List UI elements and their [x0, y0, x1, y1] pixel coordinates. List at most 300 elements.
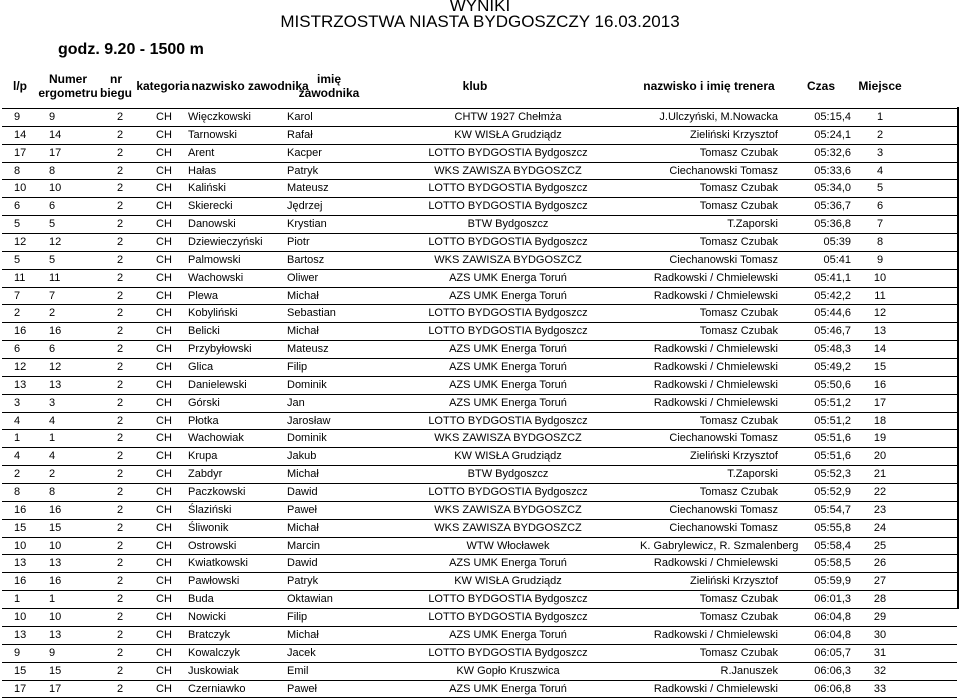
- cell-place: 29: [863, 609, 897, 627]
- cell-time: 05:36,7: [776, 198, 851, 216]
- cell-ergometer: 2: [49, 466, 55, 484]
- cell-first-name: Karol: [287, 109, 313, 127]
- cell-category: CH: [156, 145, 172, 163]
- cell-category: CH: [156, 538, 172, 556]
- cell-time: 06:05,7: [776, 645, 851, 663]
- cell-first-name: Patryk: [287, 573, 318, 591]
- cell-lp: 16: [14, 573, 26, 591]
- cell-ergometer: 6: [49, 341, 55, 359]
- cell-first-name: Oktawian: [287, 591, 333, 609]
- cell-club: WKS ZAWISZA BYDGOSZCZ: [370, 430, 646, 448]
- cell-club: LOTTO BYDGOSTIA Bydgoszcz: [370, 591, 646, 609]
- cell-club: LOTTO BYDGOSTIA Bydgoszcz: [370, 234, 646, 252]
- cell-place: 17: [863, 395, 897, 413]
- cell-time: 05:46,7: [776, 323, 851, 341]
- cell-club: WKS ZAWISZA BYDGOSZCZ: [370, 520, 646, 538]
- cell-lp: 6: [14, 198, 20, 216]
- cell-category: CH: [156, 591, 172, 609]
- cell-place: 11: [863, 288, 897, 306]
- col-header-time: Czas: [796, 66, 846, 106]
- cell-time: 06:01,3: [776, 591, 851, 609]
- cell-ergometer: 8: [49, 163, 55, 181]
- cell-club: LOTTO BYDGOSTIA Bydgoszcz: [370, 198, 646, 216]
- cell-lp: 6: [14, 341, 20, 359]
- cell-time: 05:34,0: [776, 180, 851, 198]
- cell-place: 1: [863, 109, 897, 127]
- cell-lp: 11: [14, 270, 25, 288]
- cell-category: CH: [156, 163, 172, 181]
- cell-surname: Ślaziński: [188, 502, 231, 520]
- col-header-category: kategoria: [135, 66, 191, 106]
- cell-surname: Danowski: [188, 216, 236, 234]
- session-time: godz. 9.20 - 1500 m: [58, 41, 204, 59]
- table-row: [0, 502, 960, 520]
- cell-first-name: Rafał: [287, 127, 313, 145]
- cell-lp: 8: [14, 163, 20, 181]
- cell-ergometer: 10: [49, 609, 61, 627]
- cell-race-no: 2: [117, 270, 123, 288]
- cell-ergometer: 5: [49, 216, 55, 234]
- cell-ergometer: 10: [49, 180, 61, 198]
- cell-place: 6: [863, 198, 897, 216]
- cell-club: CHTW 1927 Chełmża: [370, 109, 646, 127]
- cell-coach: Tomasz Czubak: [640, 484, 778, 502]
- cell-first-name: Paweł: [287, 502, 317, 520]
- cell-surname: Pawłowski: [188, 573, 239, 591]
- col-header-place: Miejsce: [852, 66, 908, 106]
- cell-category: CH: [156, 502, 172, 520]
- cell-lp: 15: [14, 520, 26, 538]
- table-row: [0, 305, 960, 323]
- cell-first-name: Piotr: [287, 234, 310, 252]
- table-row: [0, 109, 960, 127]
- cell-time: 05:49,2: [776, 359, 851, 377]
- cell-surname: Bratczyk: [188, 627, 230, 645]
- cell-ergometer: 5: [49, 252, 55, 270]
- cell-place: 19: [863, 430, 897, 448]
- table-row: [0, 448, 960, 466]
- cell-category: CH: [156, 377, 172, 395]
- cell-coach: Radkowski / Chmielewski: [640, 288, 778, 306]
- cell-first-name: Patryk: [287, 163, 318, 181]
- cell-first-name: Jarosław: [287, 413, 330, 431]
- cell-first-name: Filip: [287, 359, 307, 377]
- cell-time: 05:51,2: [776, 395, 851, 413]
- cell-race-no: 2: [117, 109, 123, 127]
- cell-time: 05:41,1: [776, 270, 851, 288]
- cell-club: WKS ZAWISZA BYDGOSZCZ: [370, 252, 646, 270]
- col-header-race-no: nr biegu: [97, 66, 135, 106]
- cell-time: 05:50,6: [776, 377, 851, 395]
- cell-place: 20: [863, 448, 897, 466]
- cell-first-name: Paweł: [287, 681, 317, 698]
- cell-first-name: Krystian: [287, 216, 327, 234]
- cell-ergometer: 10: [49, 538, 61, 556]
- cell-surname: Wachowiak: [188, 430, 244, 448]
- cell-coach: Zieliński Krzysztof: [640, 448, 778, 466]
- table-row: [0, 234, 960, 252]
- cell-place: 25: [863, 538, 897, 556]
- cell-club: LOTTO BYDGOSTIA Bydgoszcz: [370, 413, 646, 431]
- cell-race-no: 2: [117, 323, 123, 341]
- document-title: WYNIKI: [0, 0, 960, 15]
- cell-ergometer: 16: [49, 502, 61, 520]
- cell-category: CH: [156, 127, 172, 145]
- cell-club: LOTTO BYDGOSTIA Bydgoszcz: [370, 484, 646, 502]
- col-header-lp: l/p: [0, 66, 40, 106]
- cell-first-name: Kacper: [287, 145, 322, 163]
- col-header-coach: nazwisko i imię trenera: [640, 66, 778, 106]
- cell-race-no: 2: [117, 127, 123, 145]
- cell-place: 5: [863, 180, 897, 198]
- cell-place: 26: [863, 555, 897, 573]
- cell-lp: 8: [14, 484, 20, 502]
- cell-race-no: 2: [117, 681, 123, 698]
- cell-race-no: 2: [117, 663, 123, 681]
- cell-lp: 3: [14, 395, 20, 413]
- cell-race-no: 2: [117, 145, 123, 163]
- table-row: [0, 359, 960, 377]
- col-header-surname: nazwisko zawodnika: [191, 66, 309, 106]
- cell-race-no: 2: [117, 395, 123, 413]
- cell-time: 05:15,4: [776, 109, 851, 127]
- table-row: [0, 466, 960, 484]
- cell-first-name: Jakub: [287, 448, 316, 466]
- cell-club: LOTTO BYDGOSTIA Bydgoszcz: [370, 323, 646, 341]
- cell-coach: Radkowski / Chmielewski: [640, 627, 778, 645]
- table-row: [0, 270, 960, 288]
- cell-club: AZS UMK Energa Toruń: [370, 627, 646, 645]
- cell-ergometer: 13: [49, 627, 61, 645]
- table-row: [0, 681, 960, 698]
- cell-surname: Belicki: [188, 323, 220, 341]
- cell-ergometer: 1: [49, 591, 55, 609]
- cell-ergometer: 15: [49, 520, 61, 538]
- cell-race-no: 2: [117, 359, 123, 377]
- cell-first-name: Mateusz: [287, 180, 329, 198]
- cell-lp: 13: [14, 555, 26, 573]
- cell-lp: 12: [14, 234, 26, 252]
- cell-place: 10: [863, 270, 897, 288]
- cell-coach: Radkowski / Chmielewski: [640, 681, 778, 698]
- cell-race-no: 2: [117, 430, 123, 448]
- cell-time: 05:52,9: [776, 484, 851, 502]
- table-row: [0, 323, 960, 341]
- cell-time: 05:24,1: [776, 127, 851, 145]
- cell-ergometer: 9: [49, 109, 55, 127]
- cell-coach: T.Zaporski: [640, 216, 778, 234]
- cell-club: AZS UMK Energa Toruń: [370, 681, 646, 698]
- cell-club: LOTTO BYDGOSTIA Bydgoszcz: [370, 180, 646, 198]
- cell-surname: Paczkowski: [188, 484, 245, 502]
- cell-ergometer: 6: [49, 198, 55, 216]
- cell-club: LOTTO BYDGOSTIA Bydgoszcz: [370, 145, 646, 163]
- cell-lp: 17: [14, 145, 26, 163]
- cell-coach: Tomasz Czubak: [640, 645, 778, 663]
- cell-first-name: Dawid: [287, 555, 318, 573]
- table-row: [0, 645, 960, 663]
- cell-category: CH: [156, 430, 172, 448]
- cell-surname: Plewa: [188, 288, 218, 306]
- cell-time: 05:51,6: [776, 430, 851, 448]
- cell-coach: Tomasz Czubak: [640, 413, 778, 431]
- cell-category: CH: [156, 413, 172, 431]
- cell-lp: 14: [14, 127, 26, 145]
- cell-lp: 15: [14, 663, 26, 681]
- table-row: [0, 484, 960, 502]
- cell-place: 31: [863, 645, 897, 663]
- cell-category: CH: [156, 216, 172, 234]
- table-row: [0, 163, 960, 181]
- cell-club: LOTTO BYDGOSTIA Bydgoszcz: [370, 609, 646, 627]
- cell-surname: Buda: [188, 591, 214, 609]
- cell-category: CH: [156, 252, 172, 270]
- cell-place: 22: [863, 484, 897, 502]
- cell-first-name: Michał: [287, 520, 319, 538]
- cell-coach: Radkowski / Chmielewski: [640, 555, 778, 573]
- cell-category: CH: [156, 305, 172, 323]
- cell-place: 4: [863, 163, 897, 181]
- cell-category: CH: [156, 663, 172, 681]
- cell-place: 7: [863, 216, 897, 234]
- cell-coach: Tomasz Czubak: [640, 145, 778, 163]
- cell-place: 3: [863, 145, 897, 163]
- cell-category: CH: [156, 359, 172, 377]
- cell-lp: 4: [14, 448, 20, 466]
- cell-place: 12: [863, 305, 897, 323]
- cell-coach: R.Januszek: [640, 663, 778, 681]
- cell-place: 15: [863, 359, 897, 377]
- cell-place: 8: [863, 234, 897, 252]
- cell-ergometer: 8: [49, 484, 55, 502]
- cell-category: CH: [156, 573, 172, 591]
- cell-category: CH: [156, 484, 172, 502]
- cell-time: 06:04,8: [776, 627, 851, 645]
- cell-ergometer: 7: [49, 288, 55, 306]
- cell-lp: 10: [14, 180, 26, 198]
- cell-place: 32: [863, 663, 897, 681]
- cell-category: CH: [156, 288, 172, 306]
- cell-first-name: Michał: [287, 323, 319, 341]
- cell-coach: K. Gabrylewicz, R. Szmalenberg: [640, 538, 778, 556]
- cell-club: BTW Bydgoszcz: [370, 216, 646, 234]
- cell-category: CH: [156, 448, 172, 466]
- cell-race-no: 2: [117, 413, 123, 431]
- cell-time: 05:36,8: [776, 216, 851, 234]
- cell-time: 05:51,2: [776, 413, 851, 431]
- cell-coach: Ciechanowski Tomasz: [640, 430, 778, 448]
- cell-lp: 7: [14, 288, 20, 306]
- cell-race-no: 2: [117, 538, 123, 556]
- cell-surname: Glica: [188, 359, 213, 377]
- cell-club: WKS ZAWISZA BYDGOSZCZ: [370, 163, 646, 181]
- table-row: [0, 127, 960, 145]
- cell-lp: 4: [14, 413, 20, 431]
- cell-first-name: Marcin: [287, 538, 320, 556]
- cell-coach: Radkowski / Chmielewski: [640, 341, 778, 359]
- cell-surname: Górski: [188, 395, 220, 413]
- cell-coach: Tomasz Czubak: [640, 609, 778, 627]
- cell-coach: Tomasz Czubak: [640, 305, 778, 323]
- table-row: [0, 252, 960, 270]
- cell-surname: Czerniawko: [188, 681, 245, 698]
- cell-club: AZS UMK Energa Toruń: [370, 555, 646, 573]
- cell-surname: Wachowski: [188, 270, 243, 288]
- cell-race-no: 2: [117, 341, 123, 359]
- table-row: [0, 145, 960, 163]
- cell-ergometer: 15: [49, 663, 61, 681]
- cell-coach: Zieliński Krzysztof: [640, 127, 778, 145]
- cell-place: 9: [863, 252, 897, 270]
- cell-time: 05:54,7: [776, 502, 851, 520]
- table-row: [0, 538, 960, 556]
- cell-place: 14: [863, 341, 897, 359]
- cell-surname: Tarnowski: [188, 127, 237, 145]
- table-row: [0, 573, 960, 591]
- cell-category: CH: [156, 609, 172, 627]
- cell-surname: Krupa: [188, 448, 217, 466]
- cell-club: KW WISŁA Grudziądz: [370, 127, 646, 145]
- cell-coach: Radkowski / Chmielewski: [640, 377, 778, 395]
- cell-time: 06:06,3: [776, 663, 851, 681]
- table-row: [0, 180, 960, 198]
- cell-ergometer: 12: [49, 359, 61, 377]
- cell-ergometer: 16: [49, 573, 61, 591]
- cell-time: 06:04,8: [776, 609, 851, 627]
- cell-place: 33: [863, 681, 897, 698]
- cell-ergometer: 11: [49, 270, 60, 288]
- cell-race-no: 2: [117, 377, 123, 395]
- cell-place: 30: [863, 627, 897, 645]
- cell-ergometer: 17: [49, 681, 61, 698]
- cell-time: 05:58,4: [776, 538, 851, 556]
- cell-club: WTW Włocławek: [370, 538, 646, 556]
- table-row: [0, 555, 960, 573]
- cell-category: CH: [156, 323, 172, 341]
- cell-race-no: 2: [117, 288, 123, 306]
- cell-category: CH: [156, 341, 172, 359]
- cell-first-name: Jan: [287, 395, 305, 413]
- cell-coach: Ciechanowski Tomasz: [640, 252, 778, 270]
- cell-coach: Radkowski / Chmielewski: [640, 359, 778, 377]
- cell-category: CH: [156, 520, 172, 538]
- cell-category: CH: [156, 198, 172, 216]
- cell-race-no: 2: [117, 502, 123, 520]
- cell-place: 18: [863, 413, 897, 431]
- cell-lp: 13: [14, 377, 26, 395]
- cell-surname: Kowalczyk: [188, 645, 240, 663]
- cell-place: 24: [863, 520, 897, 538]
- cell-coach: Ciechanowski Tomasz: [640, 502, 778, 520]
- cell-time: 05:52,3: [776, 466, 851, 484]
- cell-club: KW WISŁA Grudziądz: [370, 448, 646, 466]
- cell-coach: Tomasz Czubak: [640, 180, 778, 198]
- cell-surname: Danielewski: [188, 377, 247, 395]
- cell-coach: Radkowski / Chmielewski: [640, 270, 778, 288]
- cell-category: CH: [156, 180, 172, 198]
- cell-surname: Więczkowski: [188, 109, 251, 127]
- table-row: [0, 395, 960, 413]
- cell-first-name: Bartosz: [287, 252, 324, 270]
- col-header-first-name: imię zawodnika: [298, 66, 360, 106]
- cell-ergometer: 17: [49, 145, 61, 163]
- table-row: [0, 663, 960, 681]
- cell-time: 05:55,8: [776, 520, 851, 538]
- cell-category: CH: [156, 645, 172, 663]
- cell-lp: 5: [14, 252, 20, 270]
- cell-time: 06:06,8: [776, 681, 851, 698]
- cell-place: 16: [863, 377, 897, 395]
- cell-lp: 1: [14, 430, 20, 448]
- cell-race-no: 2: [117, 555, 123, 573]
- cell-race-no: 2: [117, 163, 123, 181]
- cell-ergometer: 14: [49, 127, 61, 145]
- cell-place: 13: [863, 323, 897, 341]
- cell-surname: Przybyłowski: [188, 341, 252, 359]
- cell-surname: Ostrowski: [188, 538, 236, 556]
- cell-first-name: Filip: [287, 609, 307, 627]
- cell-ergometer: 3: [49, 395, 55, 413]
- table-row: [0, 413, 960, 431]
- cell-category: CH: [156, 681, 172, 698]
- cell-place: 28: [863, 591, 897, 609]
- col-header-club: klub: [430, 66, 520, 106]
- cell-ergometer: 13: [49, 555, 61, 573]
- table-row: [0, 609, 960, 627]
- cell-time: 05:48,3: [776, 341, 851, 359]
- cell-ergometer: 4: [49, 448, 55, 466]
- cell-first-name: Mateusz: [287, 341, 329, 359]
- cell-race-no: 2: [117, 252, 123, 270]
- cell-time: 05:39: [776, 234, 851, 252]
- cell-time: 05:44,6: [776, 305, 851, 323]
- cell-race-no: 2: [117, 448, 123, 466]
- cell-race-no: 2: [117, 305, 123, 323]
- cell-coach: Tomasz Czubak: [640, 323, 778, 341]
- cell-surname: Kobyliński: [188, 305, 238, 323]
- cell-club: AZS UMK Energa Toruń: [370, 288, 646, 306]
- cell-ergometer: 1: [49, 430, 55, 448]
- cell-ergometer: 16: [49, 323, 61, 341]
- cell-lp: 1: [14, 591, 20, 609]
- cell-time: 05:42,2: [776, 288, 851, 306]
- table-row: [0, 216, 960, 234]
- cell-surname: Zabdyr: [188, 466, 222, 484]
- cell-time: 05:33,6: [776, 163, 851, 181]
- cell-ergometer: 13: [49, 377, 61, 395]
- cell-lp: 16: [14, 323, 26, 341]
- col-header-ergometer: Numer ergometru: [40, 66, 96, 106]
- table-row: [0, 430, 960, 448]
- cell-time: 05:58,5: [776, 555, 851, 573]
- cell-race-no: 2: [117, 466, 123, 484]
- cell-club: BTW Bydgoszcz: [370, 466, 646, 484]
- cell-first-name: Emil: [287, 663, 308, 681]
- cell-lp: 9: [14, 645, 20, 663]
- cell-category: CH: [156, 627, 172, 645]
- cell-surname: Nowicki: [188, 609, 226, 627]
- cell-lp: 10: [14, 538, 26, 556]
- cell-surname: Kwiatkowski: [188, 555, 248, 573]
- cell-coach: T.Zaporski: [640, 466, 778, 484]
- cell-lp: 2: [14, 305, 20, 323]
- cell-club: AZS UMK Energa Toruń: [370, 341, 646, 359]
- cell-time: 05:41: [776, 252, 851, 270]
- cell-club: AZS UMK Energa Toruń: [370, 359, 646, 377]
- cell-first-name: Dominik: [287, 430, 327, 448]
- table-row: [0, 198, 960, 216]
- cell-surname: Arent: [188, 145, 214, 163]
